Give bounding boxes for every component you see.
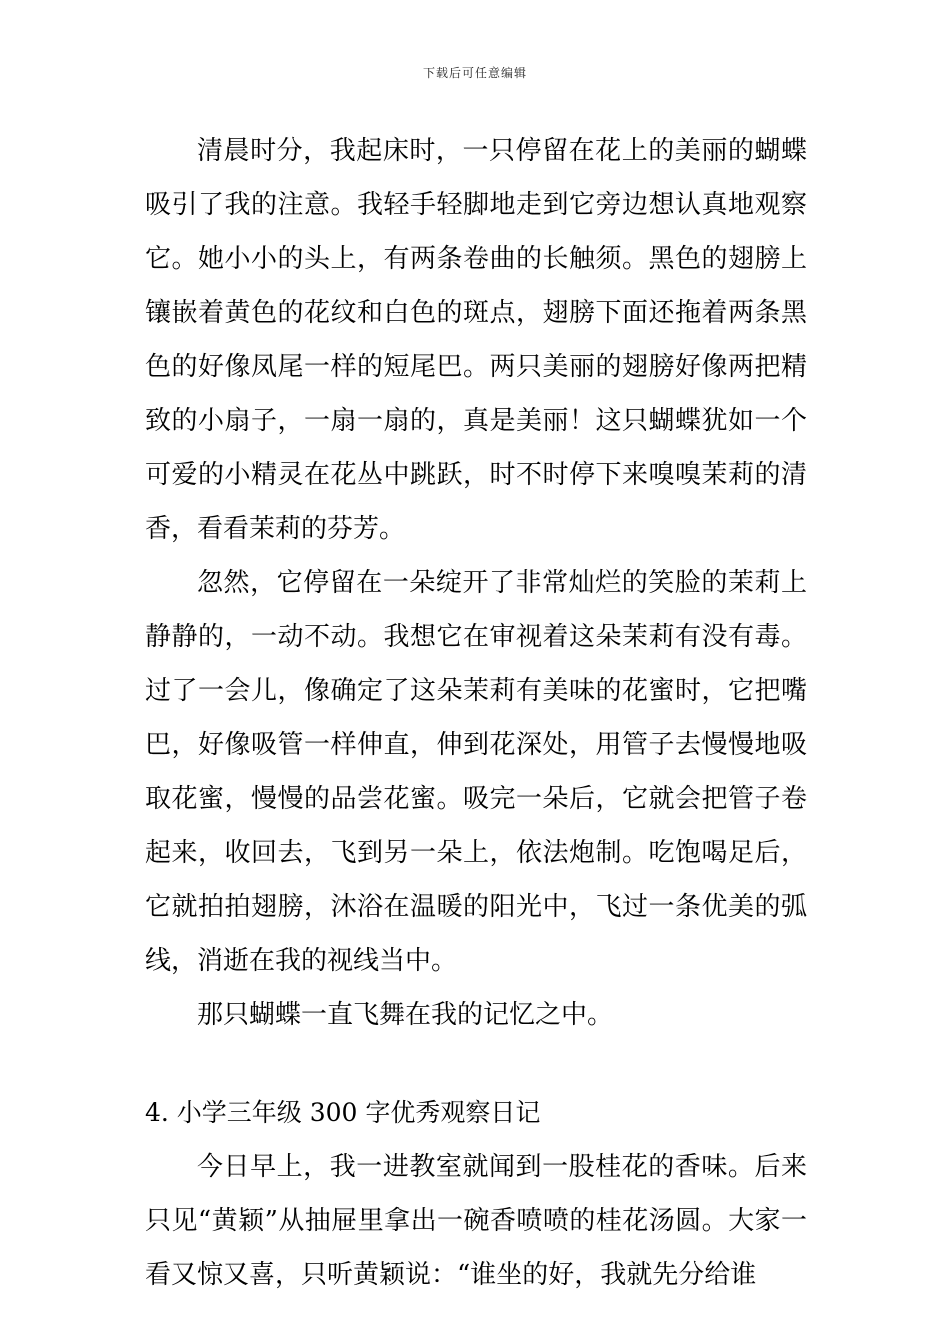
paragraph-butterfly-feeding: 忽然，它停留在一朵绽开了非常灿烂的笑脸的茉莉上静静的，一动不动。我想它在审视着这朵茉莉有没有毒。过了一会儿，像确定了这朵茉莉有美味的花蜜时，它把嘴巴，好像吸管一样伸直，伸到花深处，用管子去慢慢地吸取花蜜，慢慢的品尝花蜜。吸完一朵后，它就会把管子卷起来，收回去，飞到另一朵上，依法炮制。吃饱喝足后，它就拍拍翅膀，沐浴在温暖的阳光中，飞过一条优美的弧线，消逝在我的视线当中。 — [145, 568, 807, 976]
paragraph-osmanthus-dumplings: 今日早上，我一进教室就闻到一股桂花的香味。后来只见“黄颖”从抽屉里拿出一碗香喷喷的桂花汤圆。大家一看又惊又喜，只听黄颖说：“谁坐的好，我就先分给谁 — [145, 1152, 807, 1290]
document-body — [145, 124, 807, 1302]
header-note: 下载后可任意编辑 — [422, 66, 527, 80]
paragraph-butterfly-description: 清晨时分，我起床时，一只停留在花上的美丽的蝴蝶吸引了我的注意。我轻手轻脚地走到它旁边想认真地观察它。她小小的头上，有两条卷曲的长触须。黑色的翅膀上镶嵌着黄色的花纹和白色的斑点，翅膀下面还拖着两条黑色的好像凤尾一样的短尾巴。两只美丽的翅膀好像两把精致的小扇子，一扇一扇的，真是美丽！这只蝴蝶犹如一个可爱的小精灵在花丛中跳跃，时不时停下来嗅嗅茉莉的清香，看看茉莉的芬芳。 — [145, 136, 807, 544]
section-heading: 4. 小学三年级 300 字优秀观察日记 — [145, 1098, 541, 1127]
paragraph-butterfly-memory: 那只蝴蝶一直飞舞在我的记忆之中。 — [197, 1000, 614, 1030]
